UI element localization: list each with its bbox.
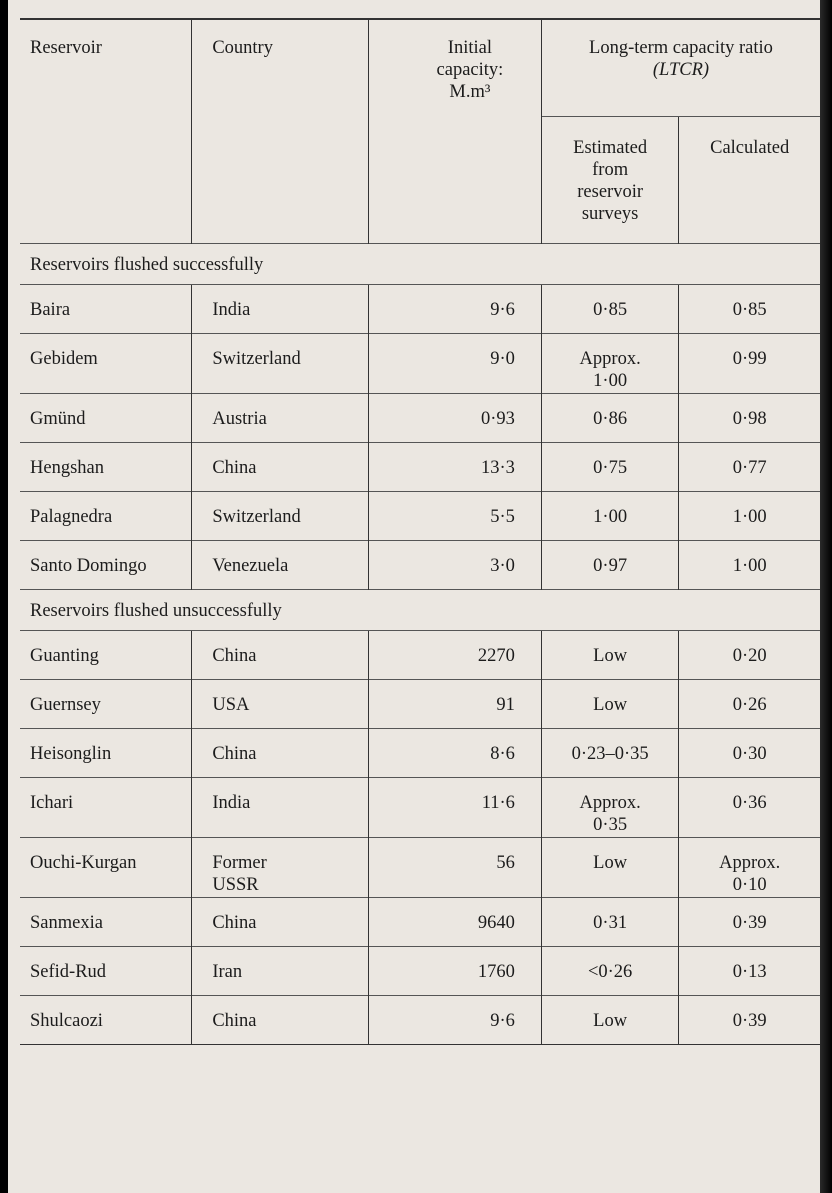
header-ltcr-abbr: (LTCR)	[652, 60, 710, 80]
cell-ltcr-estimated: Low	[541, 679, 678, 728]
table-row	[20, 540, 820, 589]
cell-ltcr-calculated: 0·99	[679, 333, 820, 393]
cell-country: USA	[192, 679, 369, 728]
cell-ltcr-estimated: 0·23–0·35	[541, 728, 678, 777]
cell-initial-capacity: 13·3	[368, 442, 541, 491]
cell-ltcr-calculated: 0·39	[679, 897, 820, 946]
cell-country: China	[192, 897, 369, 946]
table-row	[20, 837, 820, 897]
cell-ltcr-estimated: <0·26	[541, 946, 678, 995]
cell-ltcr-estimated: Low	[541, 995, 678, 1044]
cell-country: China	[192, 995, 369, 1044]
cell-reservoir: Ichari	[20, 777, 192, 837]
cell-reservoir: Shulcaozi	[20, 995, 192, 1044]
header-estimated	[541, 116, 678, 243]
cell-initial-capacity: 56	[368, 837, 541, 897]
cell-country: China	[192, 728, 369, 777]
header-initial-capacity	[368, 19, 541, 243]
header-calculated: Calculated	[679, 116, 820, 243]
table-row	[20, 442, 820, 491]
cell-country: Venezuela	[192, 540, 369, 589]
cell-initial-capacity: 91	[368, 679, 541, 728]
cell-ltcr-calculated: 0·39	[679, 995, 820, 1044]
table-row	[20, 897, 820, 946]
table-bottom-rule	[20, 1044, 820, 1049]
header-estimated-line1: Estimated	[573, 137, 648, 158]
cell-country: India	[192, 284, 369, 333]
cell-country: Iran	[192, 946, 369, 995]
cell-country: Austria	[192, 393, 369, 442]
cell-country: Switzerland	[192, 491, 369, 540]
cell-ltcr-calculated: 1·00	[679, 540, 820, 589]
table-header-row	[20, 19, 820, 116]
header-ltcr-title: Long-term capacity ratio	[589, 38, 773, 58]
section-heading-row	[20, 589, 820, 630]
cell-ltcr-calculated: 0·36	[679, 777, 820, 837]
table-row	[20, 777, 820, 837]
cell-initial-capacity: 2270	[368, 630, 541, 679]
cell-initial-capacity: 9·6	[368, 284, 541, 333]
cell-ltcr-estimated: 0·31	[541, 897, 678, 946]
cell-country: Switzerland	[192, 333, 369, 393]
header-estimated-line3: reservoir	[577, 181, 643, 202]
table-row	[20, 393, 820, 442]
cell-reservoir: Sefid-Rud	[20, 946, 192, 995]
cell-ltcr-estimated: 0·86	[541, 393, 678, 442]
header-initial-capacity-line2: capacity:	[436, 60, 504, 80]
cell-ltcr-calculated: 0·13	[679, 946, 820, 995]
cell-ltcr-calculated: 1·00	[679, 491, 820, 540]
cell-reservoir: Gebidem	[20, 333, 192, 393]
cell-ltcr-calculated: 0·30	[679, 728, 820, 777]
cell-initial-capacity: 9·6	[368, 995, 541, 1044]
cell-reservoir: Guernsey	[20, 679, 192, 728]
cell-reservoir: Sanmexia	[20, 897, 192, 946]
cell-ltcr-calculated: 0·85	[679, 284, 820, 333]
cell-country: China	[192, 442, 369, 491]
header-ltcr	[541, 19, 820, 116]
header-reservoir: Reservoir	[20, 19, 192, 243]
cell-initial-capacity: 11·6	[368, 777, 541, 837]
cell-ltcr-calculated: 0·26	[679, 679, 820, 728]
cell-initial-capacity: 5·5	[368, 491, 541, 540]
header-initial-capacity-line3: M.m³	[449, 82, 491, 102]
table-row	[20, 995, 820, 1044]
section-heading: Reservoirs flushed successfully	[20, 243, 820, 284]
cell-initial-capacity: 9·0	[368, 333, 541, 393]
cell-country: Former USSR	[192, 837, 369, 897]
cell-ltcr-calculated: 0·98	[679, 393, 820, 442]
cell-initial-capacity: 1760	[368, 946, 541, 995]
cell-initial-capacity: 9640	[368, 897, 541, 946]
cell-ltcr-calculated: 0·20	[679, 630, 820, 679]
header-country: Country	[192, 19, 369, 243]
cell-ltcr-estimated: Approx. 1·00	[541, 333, 678, 393]
cell-ltcr-estimated: Approx. 0·35	[541, 777, 678, 837]
header-estimated-line4: surveys	[581, 203, 639, 224]
cell-initial-capacity: 3·0	[368, 540, 541, 589]
cell-initial-capacity: 8·6	[368, 728, 541, 777]
table-row	[20, 630, 820, 679]
page-edge-shadow	[820, 0, 832, 1193]
cell-country: China	[192, 630, 369, 679]
cell-reservoir: Hengshan	[20, 442, 192, 491]
reservoir-table	[20, 18, 820, 1049]
cell-ltcr-estimated: 0·85	[541, 284, 678, 333]
section-heading-row	[20, 243, 820, 284]
cell-reservoir: Baira	[20, 284, 192, 333]
cell-ltcr-estimated: 0·75	[541, 442, 678, 491]
table-row	[20, 679, 820, 728]
cell-ltcr-calculated: 0·77	[679, 442, 820, 491]
table-row	[20, 946, 820, 995]
cell-ltcr-calculated: Approx. 0·10	[679, 837, 820, 897]
table-row	[20, 728, 820, 777]
header-initial-capacity-line1: Initial	[447, 38, 492, 58]
cell-reservoir: Palagnedra	[20, 491, 192, 540]
cell-country: India	[192, 777, 369, 837]
section-heading: Reservoirs flushed unsuccessfully	[20, 589, 820, 630]
cell-reservoir: Gmünd	[20, 393, 192, 442]
cell-reservoir: Santo Domingo	[20, 540, 192, 589]
header-estimated-line2: from	[592, 159, 629, 180]
table-row	[20, 491, 820, 540]
table-row	[20, 333, 820, 393]
cell-reservoir: Ouchi-Kurgan	[20, 837, 192, 897]
cell-reservoir: Guanting	[20, 630, 192, 679]
cell-reservoir: Heisonglin	[20, 728, 192, 777]
cell-initial-capacity: 0·93	[368, 393, 541, 442]
cell-ltcr-estimated: 1·00	[541, 491, 678, 540]
table-bottom-rule-cell	[20, 1044, 820, 1049]
cell-ltcr-estimated: Low	[541, 630, 678, 679]
table-row	[20, 284, 820, 333]
cell-ltcr-estimated: 0·97	[541, 540, 678, 589]
cell-ltcr-estimated: Low	[541, 837, 678, 897]
